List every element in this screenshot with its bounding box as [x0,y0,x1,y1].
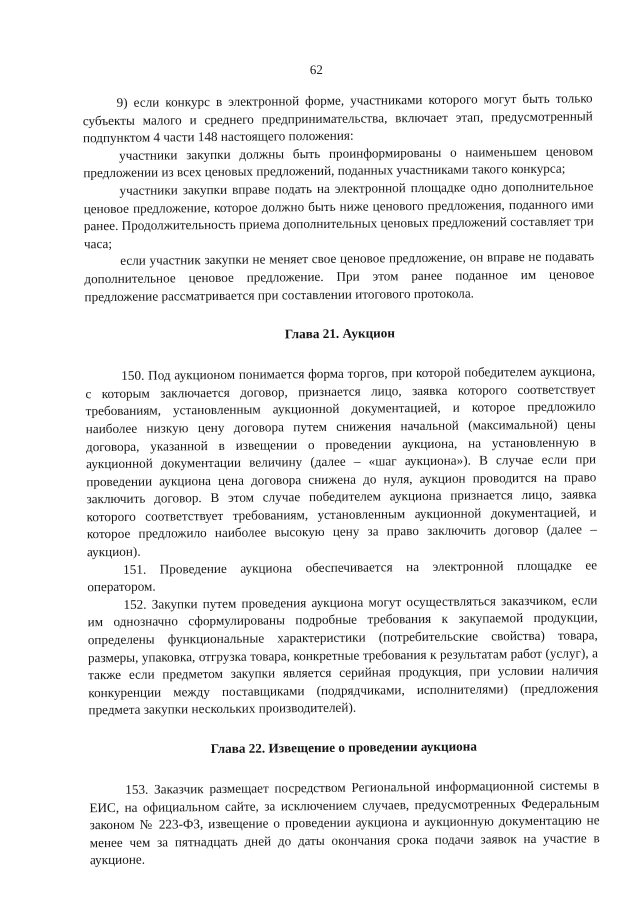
chapter-22-heading: Глава 22. Извещение о проведении аукциона [210,738,477,757]
paragraph: участники закупки вправе подать на электронной площадке одно дополнительное ценовое предложение, которое должно быть ниже ценового предложения, поданного ими ранее. Продолжительность приема дополнительных ценовых предложений составляет три часа; [83,178,594,252]
paragraph: если участник закупки не меняет свое ценовое предложение, он вправе не подавать дополнительное ценовое предложение. При этом ранее поданное им ценовое предложение рассматривается при составлении итогового протокола. [84,248,595,304]
chapter-21-heading: Глава 21. Аукцион [284,325,395,342]
paragraph-153: 153. Заказчик размещает посредством Региональной информационной системы в ЕИС, на официальном сайте, за исключением случаев, предусмотренных Федеральным законом № 223-ФЗ, извещение о проведении аукциона и аукционную документацию не менее чем за пятнадцать дней до даты окончания срока подачи заявок на участие в аукционе. [89,777,600,868]
paragraph-150: 150. Под аукционом понимается форма торгов, при которой победителем аукциона, с которым заключается договор, признается лицо, заявка которого соответствует требованиям, установленным аукционной документацией, и которое предложило наиболее низкую цену договора путем снижения начальной (максимальной) цены договора, указанной в извещении о проведении аукциона, на установленную в аукционной документации величину (далее – «шаг аукциона»). В случае если при проведении аукциона цена договора снижена до нуля, аукцион проводится на право заключить договор. В этом случае победителем аукциона признается лицо, заявка которого соответствует требованиям, установленным аукционной документацией, и которое предложило наиболее высокую цену за право заключить договор (далее – аукцион). [85,363,597,560]
paragraph: участники закупки должны быть проинформированы о наименьшем ценовом предложении из всех ценовых предложений, поданных участниками такого конкурса; [83,143,594,181]
document-body [82,63,600,869]
paragraph-151: 151. Проведение аукциона обеспечивается на электронной площадке ее оператором. [87,557,598,595]
paragraph-item-9: 9) если конкурс в электронной форме, участниками которого могут быть только субъекты малого и среднего предпринимательства, включает этап, предусмотренный подпунктом 4 части 148 настоящего положения: [82,90,593,146]
page-number: 62 [309,61,323,78]
paragraph-152: 152. Закупки путем проведения аукциона могут осуществляться заказчиком, если им однозначно сформулированы подробные требования к закупаемой продукции, определены функциональные характеристики (потребительские свойства) товара, размеры, упаковка, отгрузка товара, конкретные требования к результатам работ (услуг), а также если предметом закупки является серийная продукция, при условии наличия конкуренции между поставщиками (подрядчиками, исполнителями) (предложения предмета закупки нескольких производителей). [87,592,599,718]
